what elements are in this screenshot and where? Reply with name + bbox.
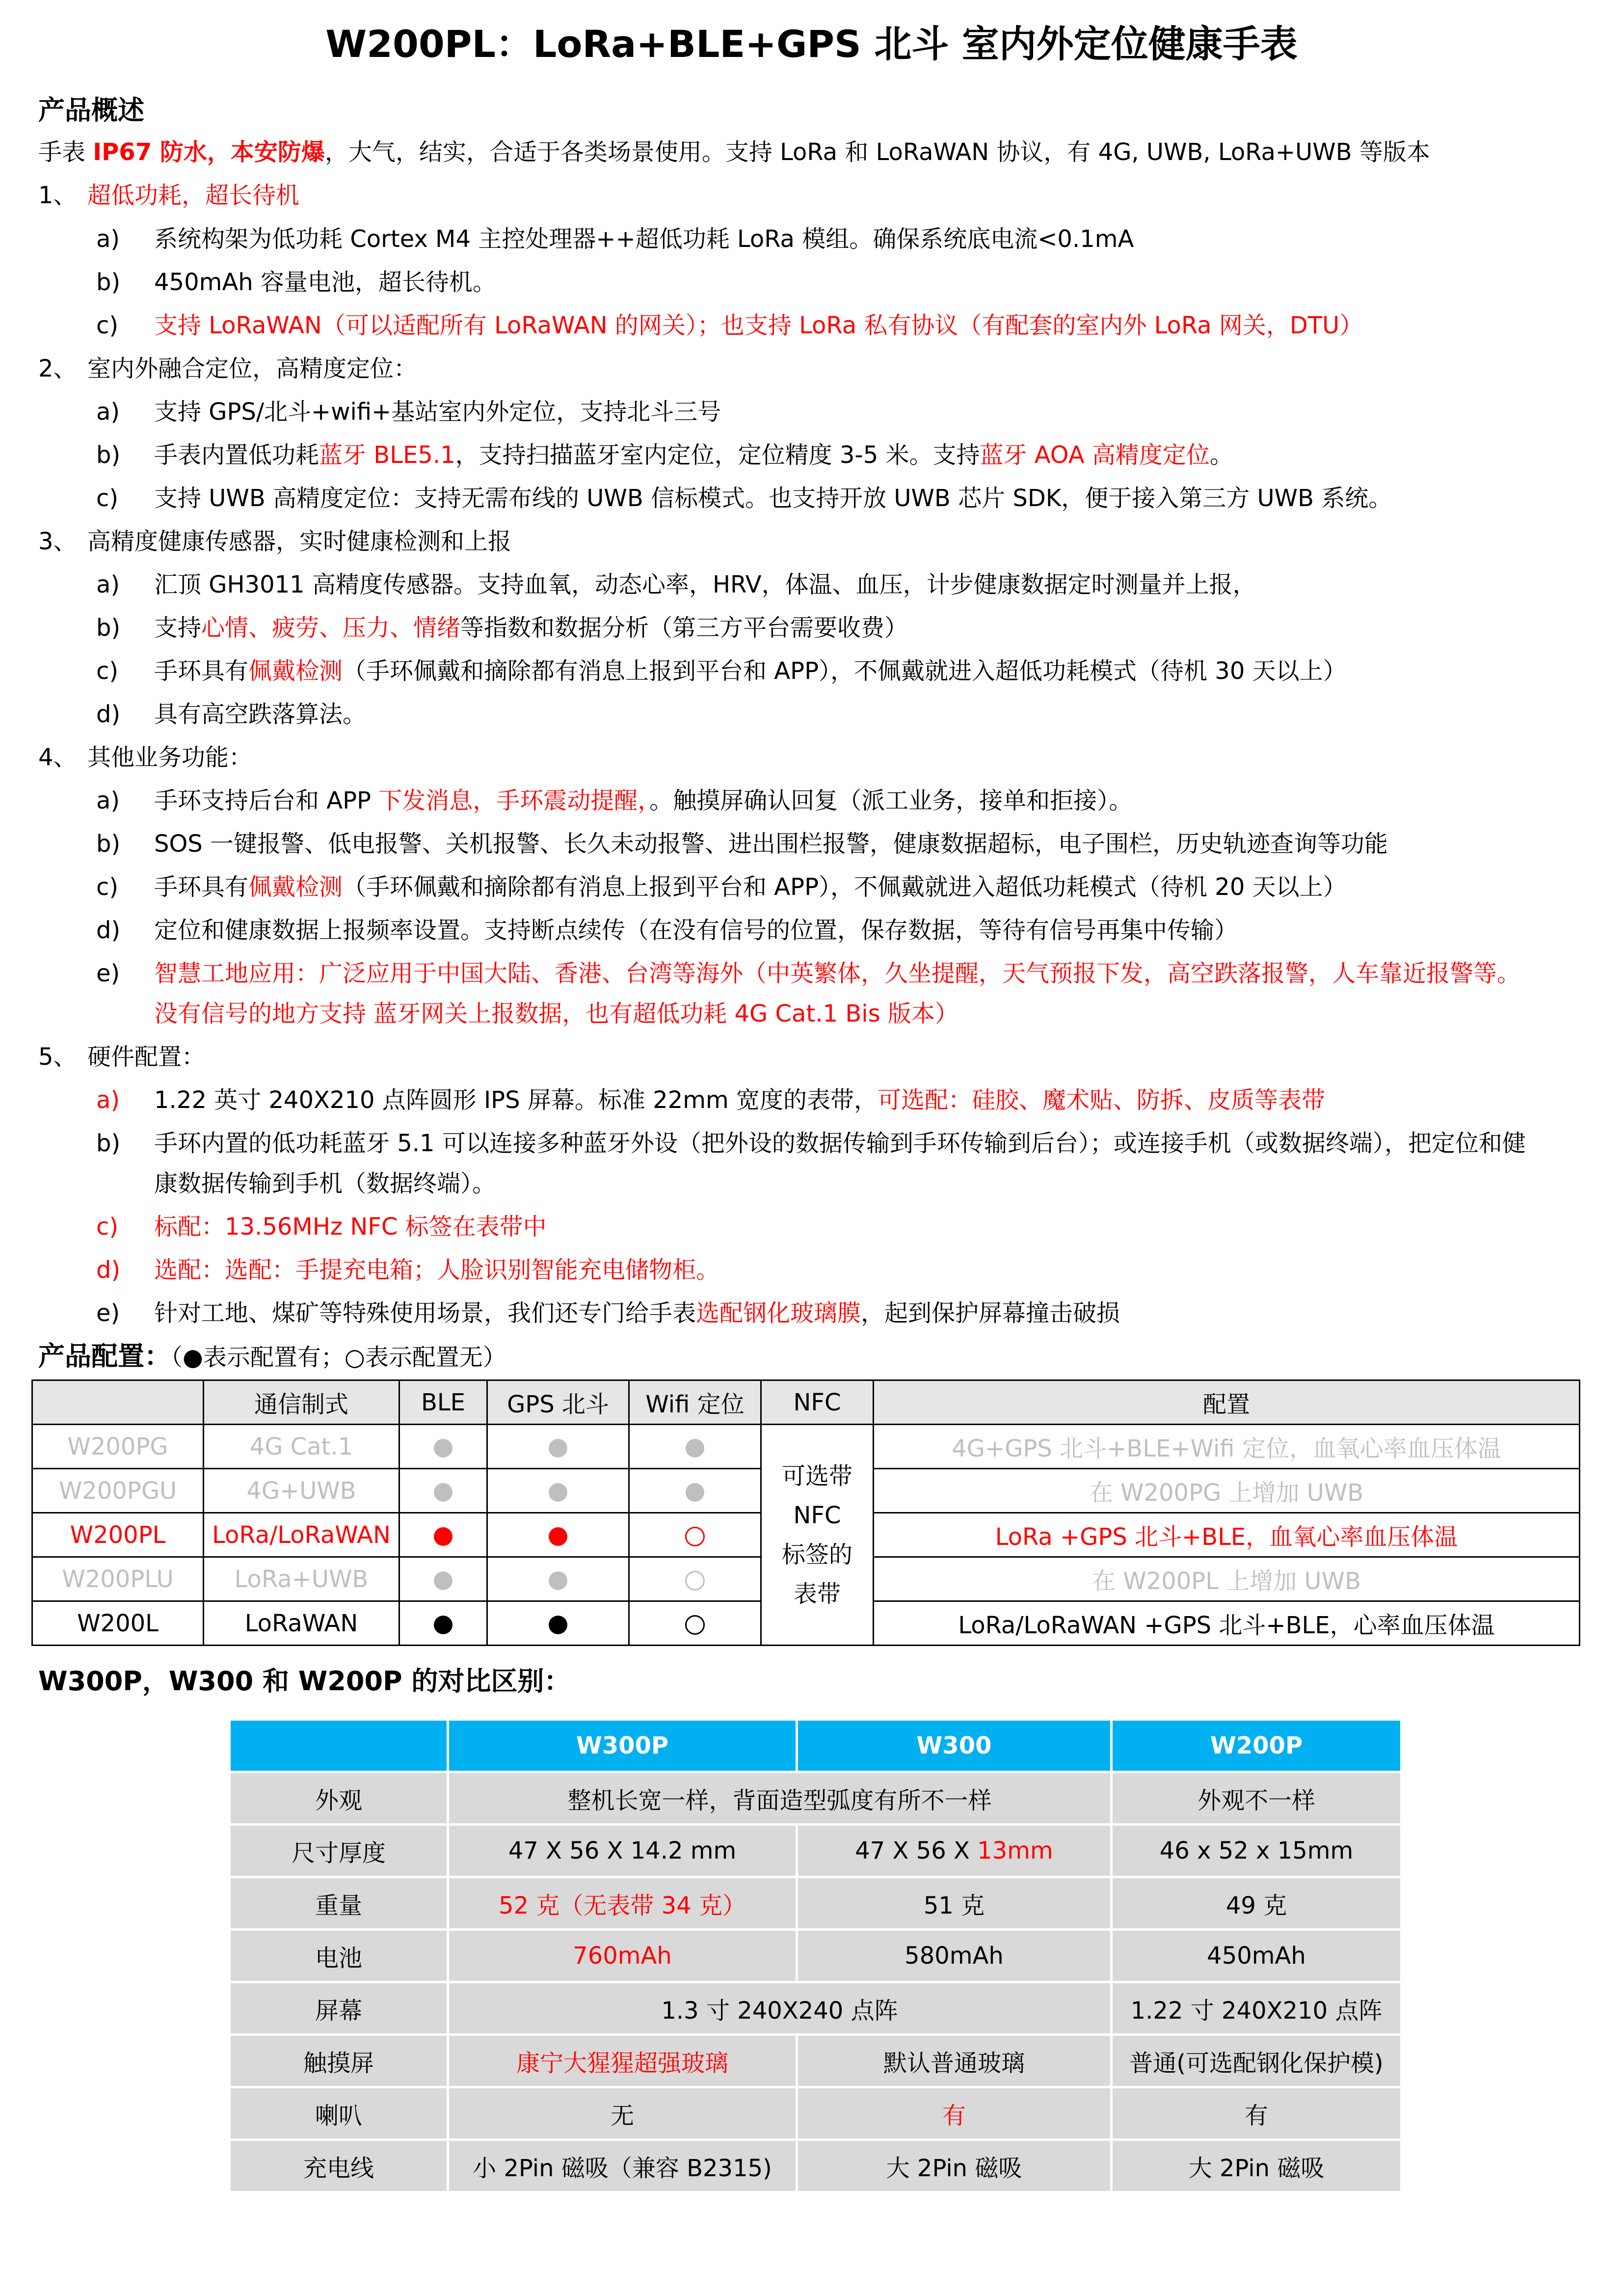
w200p-cell: 有 bbox=[1113, 2088, 1400, 2138]
s1-c-letter: c) bbox=[96, 312, 119, 339]
network-cell: LoRa+UWB bbox=[204, 1557, 399, 1601]
model-cell: W200PGU bbox=[32, 1469, 204, 1513]
compare-row bbox=[231, 1826, 1400, 1876]
s4-a-letter: a) bbox=[96, 787, 120, 814]
section-5-num: 5、 bbox=[38, 1043, 77, 1071]
w300-cell: 47 X 56 X 13mm bbox=[798, 1826, 1110, 1876]
gps-dot bbox=[487, 1601, 629, 1646]
ble-dot bbox=[399, 1425, 487, 1469]
compare-header-row bbox=[231, 1721, 1400, 1771]
section-4-title: 其他业务功能： bbox=[87, 744, 253, 771]
compare-row bbox=[231, 1931, 1400, 1981]
s5-b-line1: 手环内置的低功耗蓝牙 5.1 可以连接多种蓝牙外设（把外设的数据传输到手环传输到后台）；或连接手机（或数据终端），把定位和健 bbox=[154, 1130, 1526, 1157]
network-cell: 4G+UWB bbox=[204, 1469, 399, 1513]
config-cell: LoRa/LoRaWAN +GPS 北斗+BLE，心率血压体温 bbox=[874, 1601, 1580, 1646]
s4-e-line1: 智慧工地应用：广泛应用于中国大陆、香港、台湾等海外（中英繁体，久坐提醒，天气预报下发，高空跌落报警，人车靠近报警等。 bbox=[154, 960, 1521, 987]
config-cell: 4G+GPS 北斗+BLE+Wifi 定位，血氧心率血压体温 bbox=[874, 1425, 1580, 1469]
w300p-cell: 760mAh bbox=[449, 1931, 796, 1981]
section-1-num: 1、 bbox=[38, 182, 77, 209]
s1-b-text: 450mAh 容量电池，超长待机。 bbox=[154, 269, 496, 296]
col-gps: GPS 北斗 bbox=[487, 1380, 629, 1425]
intro-highlight: IP67 防水，本安防爆 bbox=[93, 138, 325, 166]
s1-b-letter: b) bbox=[96, 269, 121, 296]
compare-table bbox=[228, 1718, 1403, 2193]
config-header-row bbox=[32, 1380, 1580, 1425]
row-label: 重量 bbox=[231, 1878, 447, 1928]
row-label: 触摸屏 bbox=[231, 2036, 447, 2086]
s3-d-letter: d) bbox=[96, 701, 121, 728]
compare-row bbox=[231, 2036, 1400, 2086]
wifi-dot bbox=[629, 1513, 761, 1557]
model-cell: W200L bbox=[32, 1601, 204, 1646]
section-2-num: 2、 bbox=[38, 355, 77, 382]
row-label: 充电线 bbox=[231, 2141, 447, 2191]
s1-a-letter: a) bbox=[96, 225, 120, 253]
compare-heading: W300P，W300 和 W200P 的对比区别： bbox=[38, 1666, 571, 1697]
wifi-dot bbox=[629, 1425, 761, 1469]
network-cell: 4G Cat.1 bbox=[204, 1425, 399, 1469]
compare-row bbox=[231, 1983, 1400, 2033]
s3-b-letter: b) bbox=[96, 614, 121, 642]
row-label: 外观 bbox=[231, 1773, 447, 1823]
s3-a-text: 汇顶 GH3011 高精度传感器。支持血氧，动态心率，HRV，体温、血压，计步健康数据定时测量并上报， bbox=[154, 571, 1256, 598]
row-label: 喇叭 bbox=[231, 2088, 447, 2138]
compare-col-w300p: W300P bbox=[449, 1721, 796, 1771]
network-cell: LoRaWAN bbox=[204, 1601, 399, 1646]
row-label: 尺寸厚度 bbox=[231, 1826, 447, 1876]
w200p-cell: 1.22 寸 240X210 点阵 bbox=[1113, 1983, 1400, 2033]
compare-row bbox=[231, 1878, 1400, 1928]
s5-e-text: 针对工地、煤矿等特殊使用场景，我们还专门给手表选配钢化玻璃膜，起到保护屏幕撞击破损 bbox=[154, 1299, 1120, 1327]
wifi-dot bbox=[629, 1469, 761, 1513]
w200p-cell: 普通(可选配钢化保护模) bbox=[1113, 2036, 1400, 2086]
s2-a-letter: a) bbox=[96, 398, 120, 426]
s5-d-text: 选配：选配：手提充电箱；人脸识别智能充电储物柜。 bbox=[154, 1256, 720, 1284]
s5-c-text: 标配：13.56MHz NFC 标签在表带中 bbox=[154, 1213, 547, 1241]
config-cell: 在 W200PG 上增加 UWB bbox=[874, 1469, 1580, 1513]
col-ble: BLE bbox=[399, 1380, 487, 1425]
compare-row bbox=[231, 2088, 1400, 2138]
w300p-cell: 无 bbox=[449, 2088, 796, 2138]
model-cell: W200PLU bbox=[32, 1557, 204, 1601]
s4-e-line2: 没有信号的地方支持 蓝牙网关上报数据，也有超低功耗 4G Cat.1 Bis 版本） bbox=[154, 1000, 958, 1027]
config-cell: LoRa +GPS 北斗+BLE，血氧心率血压体温 bbox=[874, 1513, 1580, 1557]
overview-intro bbox=[38, 133, 1430, 172]
s2-b-letter: b) bbox=[96, 441, 121, 469]
config-table bbox=[31, 1379, 1580, 1646]
w300p-cell: 52 克（无表带 34 克） bbox=[449, 1878, 796, 1928]
s2-c-text: 支持 UWB 高精度定位：支持无需布线的 UWB 信标模式。也支持开放 UWB 芯片 SDK，便于接入第三方 UWB 系统。 bbox=[154, 485, 1392, 512]
s3-c-text: 手环具有佩戴检测（手环佩戴和摘除都有消息上报到平台和 APP），不佩戴就进入超低功耗模式（待机 30 天以上） bbox=[154, 657, 1347, 685]
network-cell: LoRa/LoRaWAN bbox=[204, 1513, 399, 1557]
s1-a-text: 系统构架为低功耗 Cortex M4 主控处理器++超低功耗 LoRa 模组。确保系统底电流<0.1mA bbox=[154, 225, 1134, 253]
ble-dot bbox=[399, 1469, 487, 1513]
col-config: 配置 bbox=[874, 1380, 1580, 1425]
gps-dot bbox=[487, 1513, 629, 1557]
s4-d-letter: d) bbox=[96, 917, 121, 944]
wifi-dot bbox=[629, 1601, 761, 1646]
w200p-cell: 46 x 52 x 15mm bbox=[1113, 1826, 1400, 1876]
w200p-cell: 外观不一样 bbox=[1113, 1773, 1400, 1823]
s4-a-text: 手环支持后台和 APP 下发消息，手环震动提醒，。触摸屏确认回复（派工业务，接单和拒接）。 bbox=[154, 787, 1133, 814]
col-network: 通信制式 bbox=[204, 1380, 399, 1425]
intro-text-1: 手表 bbox=[38, 138, 93, 166]
s3-c-letter: c) bbox=[96, 657, 119, 685]
col-nfc: NFC bbox=[761, 1380, 874, 1425]
s2-a-text: 支持 GPS/北斗+wifi+基站室内外定位，支持北斗三号 bbox=[154, 398, 721, 426]
merged-cell: 整机长宽一样，背面造型弧度有所不一样 bbox=[449, 1773, 1110, 1823]
compare-row bbox=[231, 1773, 1400, 1823]
w200p-cell: 49 克 bbox=[1113, 1878, 1400, 1928]
w300-cell: 51 克 bbox=[798, 1878, 1110, 1928]
s4-b-text: SOS 一键报警、低电报警、关机报警、长久未动报警、进出围栏报警，健康数据超标，电子围栏，历史轨迹查询等功能 bbox=[154, 830, 1388, 858]
gps-dot bbox=[487, 1469, 629, 1513]
s5-b-letter: b) bbox=[96, 1130, 121, 1157]
s4-b-letter: b) bbox=[96, 830, 121, 858]
ble-dot bbox=[399, 1601, 487, 1646]
s5-a-text: 1.22 英寸 240X210 点阵圆形 IPS 屏幕。标准 22mm 宽度的表带，可选配：硅胶、魔术贴、防拆、皮质等表带 bbox=[154, 1086, 1325, 1114]
s2-c-letter: c) bbox=[96, 485, 119, 512]
w300p-cell: 康宁大猩猩超强玻璃 bbox=[449, 2036, 796, 2086]
gps-dot bbox=[487, 1425, 629, 1469]
s4-c-letter: c) bbox=[96, 873, 119, 901]
intro-text-2: ，大气，结实，合适于各类场景使用。支持 LoRa 和 LoRaWAN 协议，有 4G, UWB, LoRa+UWB 等版本 bbox=[324, 138, 1430, 166]
config-heading: 产品配置：（●表示配置有；○表示配置无） bbox=[38, 1341, 506, 1372]
s1-c-text: 支持 LoRaWAN（可以适配所有 LoRaWAN 的网关）；也支持 LoRa 私有协议（有配套的室内外 LoRa 网关，DTU） bbox=[154, 312, 1363, 339]
s5-a-letter: a) bbox=[96, 1086, 120, 1114]
overview-heading: 产品概述 bbox=[38, 95, 144, 126]
compare-col-w200p: W200P bbox=[1113, 1721, 1400, 1771]
gps-dot bbox=[487, 1557, 629, 1601]
w300-cell: 有 bbox=[798, 2088, 1110, 2138]
w300p-cell: 47 X 56 X 14.2 mm bbox=[449, 1826, 796, 1876]
w300-cell: 580mAh bbox=[798, 1931, 1110, 1981]
page-title: W200PL：LoRa+BLE+GPS 北斗 室内外定位健康手表 bbox=[325, 22, 1298, 66]
s5-e-letter: e) bbox=[96, 1299, 120, 1327]
section-2-title: 室内外融合定位，高精度定位： bbox=[87, 355, 418, 382]
config-legend: （●表示配置有；○表示配置无） bbox=[171, 1344, 506, 1371]
s4-d-text: 定位和健康数据上报频率设置。支持断点续传（在没有信号的位置，保存数据，等待有信号再集中传输） bbox=[154, 917, 1238, 944]
model-cell: W200PG bbox=[32, 1425, 204, 1469]
compare-col-w300: W300 bbox=[798, 1721, 1110, 1771]
col-model bbox=[32, 1380, 204, 1425]
config-cell: 在 W200PL 上增加 UWB bbox=[874, 1557, 1580, 1601]
s3-d-text: 具有高空跌落算法。 bbox=[154, 701, 367, 728]
compare-row bbox=[231, 2141, 1400, 2191]
ble-dot bbox=[399, 1513, 487, 1557]
s3-a-letter: a) bbox=[96, 571, 120, 598]
section-5-title: 硬件配置： bbox=[87, 1043, 206, 1071]
row-label: 屏幕 bbox=[231, 1983, 447, 2033]
s5-b-line2: 康数据传输到手机（数据终端）。 bbox=[154, 1170, 496, 1197]
section-3-num: 3、 bbox=[38, 528, 77, 555]
section-3-title: 高精度健康传感器，实时健康检测和上报 bbox=[87, 528, 512, 555]
nfc-merged-cell: 可选带 NFC 标签的 表带 bbox=[761, 1425, 874, 1646]
config-row bbox=[32, 1425, 1580, 1469]
s3-b-text: 支持心情、疲劳、压力、情绪等指数和数据分析（第三方平台需要收费） bbox=[154, 614, 908, 642]
s5-d-letter: d) bbox=[96, 1256, 121, 1284]
compare-corner bbox=[231, 1721, 447, 1771]
w200p-cell: 450mAh bbox=[1113, 1931, 1400, 1981]
s5-c-letter: c) bbox=[96, 1213, 119, 1241]
w300-cell: 默认普通玻璃 bbox=[798, 2036, 1110, 2086]
w200p-cell: 大 2Pin 磁吸 bbox=[1113, 2141, 1400, 2191]
s2-b-text: 手表内置低功耗蓝牙 BLE5.1，支持扫描蓝牙室内定位，定位精度 3-5 米。支持蓝牙 AOA 高精度定位。 bbox=[154, 441, 1233, 469]
s4-c-text: 手环具有佩戴检测（手环佩戴和摘除都有消息上报到平台和 APP），不佩戴就进入超低功耗模式（待机 20 天以上） bbox=[154, 873, 1347, 901]
col-wifi: Wifi 定位 bbox=[629, 1380, 761, 1425]
ble-dot bbox=[399, 1557, 487, 1601]
merged-cell: 1.3 寸 240X240 点阵 bbox=[449, 1983, 1110, 2033]
wifi-dot bbox=[629, 1557, 761, 1601]
s4-e-letter: e) bbox=[96, 960, 120, 987]
section-1-title: 超低功耗，超长待机 bbox=[87, 182, 300, 209]
w300p-cell: 小 2Pin 磁吸（兼容 B2315) bbox=[449, 2141, 796, 2191]
row-label: 电池 bbox=[231, 1931, 447, 1981]
model-cell: W200PL bbox=[32, 1513, 204, 1557]
section-4-num: 4、 bbox=[38, 744, 77, 771]
w300-cell: 大 2Pin 磁吸 bbox=[798, 2141, 1110, 2191]
